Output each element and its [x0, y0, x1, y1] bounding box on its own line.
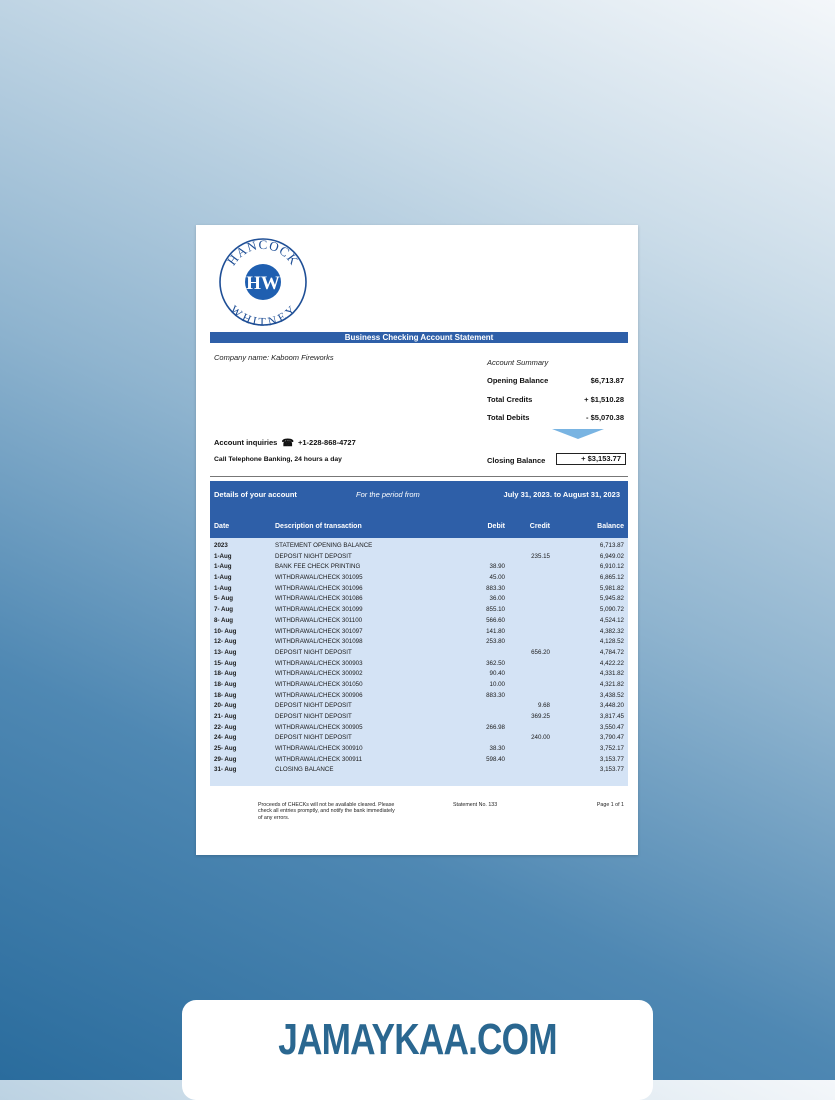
- logo-bottom-text: WHITNEY: [227, 302, 299, 327]
- cell-description: STATEMENT OPENING BALANCE: [275, 542, 373, 549]
- opening-balance-value: $6,713.87: [590, 376, 624, 385]
- cell-balance: 3,817.45: [599, 713, 624, 720]
- logo-monogram: HW: [246, 273, 280, 294]
- summary-arrow-icon: [552, 429, 604, 439]
- table-row: [210, 627, 628, 638]
- table-row: [210, 562, 628, 573]
- opening-balance-label: Opening Balance: [487, 376, 549, 385]
- period-value: July 31, 2023. to August 31, 2023: [503, 490, 620, 499]
- cell-date: 22- Aug: [214, 723, 237, 731]
- cell-description: WITHDRAWAL/CHECK 300906: [275, 691, 363, 699]
- cell-balance: 3,153.77: [599, 766, 624, 774]
- table-row: [210, 594, 628, 605]
- table-row: [210, 637, 628, 648]
- cell-date: 18- Aug: [214, 680, 237, 688]
- cell-balance: 3,448.20: [599, 702, 624, 710]
- cell-balance: 4,331.82: [599, 670, 624, 678]
- closing-balance-label: Closing Balance: [487, 456, 546, 465]
- cell-balance: 6,910.12: [599, 563, 624, 571]
- table-row: [210, 733, 628, 744]
- cell-debit: 36.00: [489, 595, 505, 603]
- company-name: Company name: Kaboom Fireworks: [214, 353, 334, 362]
- cell-debit: 45.00: [489, 574, 505, 582]
- cell-description: DEPOSIT NIGHT DEPOSIT: [275, 552, 352, 560]
- footer-note: Proceeds of CHECKs will not be available cleared. Please check all entries promptly, and notify the bank immediately of any errors.: [258, 802, 395, 821]
- table-row: [210, 680, 628, 691]
- table-row: [210, 605, 628, 616]
- col-credit: Credit: [529, 523, 550, 530]
- details-title: Details of your account: [214, 490, 297, 499]
- cell-description: CLOSING BALANCE: [275, 766, 334, 774]
- cell-debit: 253.80: [486, 638, 505, 646]
- table-row: [210, 744, 628, 755]
- cell-date: 5- Aug: [214, 595, 234, 603]
- cell-description: WITHDRAWAL/CHECK 301095: [275, 574, 363, 582]
- cell-description: DEPOSIT NIGHT DEPOSIT: [275, 734, 352, 742]
- cell-description: WITHDRAWAL/CHECK 301096: [275, 584, 363, 592]
- closing-balance-value: + $3,153.77: [556, 453, 626, 465]
- cell-description: DEPOSIT NIGHT DEPOSIT: [275, 648, 352, 656]
- cell-debit: 598.40: [486, 755, 505, 763]
- cell-date: 8- Aug: [214, 616, 234, 624]
- cell-debit: 566.60: [486, 616, 505, 624]
- cell-description: WITHDRAWAL/CHECK 300911: [275, 755, 363, 763]
- cell-description: WITHDRAWAL/CHECK 301099: [275, 606, 363, 614]
- total-credits-value: + $1,510.28: [584, 395, 624, 404]
- table-row: [210, 573, 628, 584]
- table-row: [210, 755, 628, 766]
- cell-date: 1-Aug: [214, 574, 232, 582]
- cell-balance: 4,524.12: [599, 616, 624, 624]
- total-debits-value: - $5,070.38: [586, 413, 624, 422]
- logo-top-text: HANCOCK: [223, 237, 303, 269]
- cell-description: WITHDRAWAL/CHECK 301098: [275, 638, 363, 646]
- statement-number: Statement No. 133: [453, 802, 498, 808]
- cell-credit: 656.20: [531, 648, 550, 656]
- cell-description: WITHDRAWAL/CHECK 301050: [275, 680, 363, 688]
- cell-debit: 855.10: [486, 606, 505, 614]
- cell-debit: 266.98: [486, 723, 505, 731]
- cell-debit: 362.50: [486, 659, 505, 667]
- cell-balance: 3,790.47: [599, 734, 624, 742]
- table-row: [210, 616, 628, 627]
- cell-balance: 3,438.52: [599, 691, 624, 699]
- cell-description: WITHDRAWAL/CHECK 300903: [275, 659, 363, 667]
- inquiries-phone: +1-228-868-4727: [298, 438, 356, 447]
- cell-date: 25- Aug: [214, 745, 237, 753]
- transactions-list: [210, 541, 628, 776]
- table-row: [210, 669, 628, 680]
- brand-text: JAMAYKAA.COM: [278, 1015, 557, 1064]
- cell-balance: 3,752.17: [599, 745, 624, 753]
- page-number: Page 1 of 1: [596, 802, 624, 808]
- cell-debit: 38.30: [489, 745, 505, 753]
- cell-date: 10- Aug: [214, 627, 237, 635]
- cell-credit: 235.15: [531, 552, 550, 560]
- table-row: [210, 541, 628, 552]
- col-description: Description of transaction: [275, 523, 362, 530]
- cell-balance: 6,713.87: [599, 542, 624, 549]
- cell-date: 12- Aug: [214, 638, 237, 646]
- cell-description: WITHDRAWAL/CHECK 301097: [275, 627, 363, 635]
- cell-date: 13- Aug: [214, 648, 237, 656]
- cell-date: 1-Aug: [214, 584, 232, 592]
- divider: [210, 476, 628, 477]
- hancock-whitney-logo: [218, 237, 308, 327]
- cell-description: WITHDRAWAL/CHECK 301086: [275, 595, 363, 603]
- cell-credit: 9.68: [537, 702, 550, 710]
- cell-credit: 240.00: [531, 734, 550, 742]
- cell-balance: 6,865.12: [599, 574, 624, 582]
- cell-balance: 5,945.82: [599, 595, 624, 603]
- brand-banner: [182, 1000, 653, 1100]
- cell-balance: 4,382.32: [599, 627, 624, 635]
- cell-date: 29- Aug: [214, 755, 237, 763]
- account-inquiries: [214, 438, 356, 449]
- cell-credit: 369.25: [531, 713, 550, 720]
- cell-date: 20- Aug: [214, 702, 237, 710]
- cell-description: WITHDRAWAL/CHECK 300910: [275, 745, 363, 753]
- col-date: Date: [214, 523, 230, 530]
- cell-date: 1-Aug: [214, 563, 232, 571]
- table-row: [210, 712, 628, 723]
- table-row: [210, 765, 628, 776]
- cell-balance: 4,784.72: [599, 648, 624, 656]
- cell-balance: 4,321.82: [599, 680, 624, 688]
- table-row: [210, 659, 628, 670]
- account-summary-title: Account Summary: [487, 358, 549, 367]
- cell-date: 1-Aug: [214, 552, 232, 560]
- period-label: For the period from: [356, 490, 420, 499]
- cell-date: 18- Aug: [214, 670, 237, 678]
- cell-balance: 4,128.52: [599, 638, 624, 646]
- cell-description: WITHDRAWAL/CHECK 300905: [275, 723, 363, 731]
- table-row: [210, 552, 628, 563]
- transactions-table: [210, 538, 628, 786]
- cell-date: 21- Aug: [214, 713, 237, 720]
- col-debit: Debit: [487, 523, 505, 530]
- total-debits-label: Total Debits: [487, 413, 530, 422]
- cell-date: 31- Aug: [214, 766, 237, 774]
- cell-date: 15- Aug: [214, 659, 237, 667]
- cell-description: WITHDRAWAL/CHECK 301100: [275, 616, 363, 624]
- telephone-icon: ☎: [281, 438, 294, 449]
- cell-balance: 5,090.72: [599, 606, 624, 614]
- cell-debit: 141.80: [486, 627, 505, 635]
- cell-debit: 38.90: [489, 563, 505, 571]
- table-row: [210, 701, 628, 712]
- statement-title: Business Checking Account Statement: [210, 332, 628, 343]
- inquiries-label: Account inquiries: [214, 438, 278, 447]
- total-credits-label: Total Credits: [487, 395, 533, 404]
- cell-debit: 90.40: [489, 670, 505, 678]
- cell-debit: 883.30: [486, 584, 505, 592]
- cell-balance: 3,550.47: [599, 723, 624, 731]
- table-row: [210, 691, 628, 702]
- cell-date: 2023: [214, 542, 228, 549]
- cell-date: 7- Aug: [214, 606, 234, 614]
- cell-description: BANK FEE CHECK PRINTING: [275, 563, 361, 571]
- table-row: [210, 584, 628, 595]
- table-row: [210, 723, 628, 734]
- cell-debit: 10.00: [489, 680, 505, 688]
- statement-page: [196, 225, 638, 855]
- svg-text:WHITNEY: [227, 302, 299, 327]
- table-row: [210, 648, 628, 659]
- details-header: [210, 481, 628, 538]
- svg-text:HANCOCK: [224, 237, 302, 268]
- cell-debit: 883.30: [486, 691, 505, 699]
- cell-description: DEPOSIT NIGHT DEPOSIT: [275, 713, 352, 720]
- cell-balance: 4,422.22: [599, 659, 624, 667]
- cell-date: 18- Aug: [214, 691, 237, 699]
- cell-date: 24- Aug: [214, 734, 237, 742]
- cell-balance: 5,981.82: [599, 584, 624, 592]
- cell-balance: 6,949.02: [599, 552, 624, 560]
- cell-balance: 3,153.77: [599, 755, 624, 763]
- col-balance: Balance: [597, 523, 624, 530]
- telephone-banking-note: Call Telephone Banking, 24 hours a day: [214, 456, 342, 463]
- cell-description: DEPOSIT NIGHT DEPOSIT: [275, 702, 352, 710]
- cell-description: WITHDRAWAL/CHECK 300902: [275, 670, 363, 678]
